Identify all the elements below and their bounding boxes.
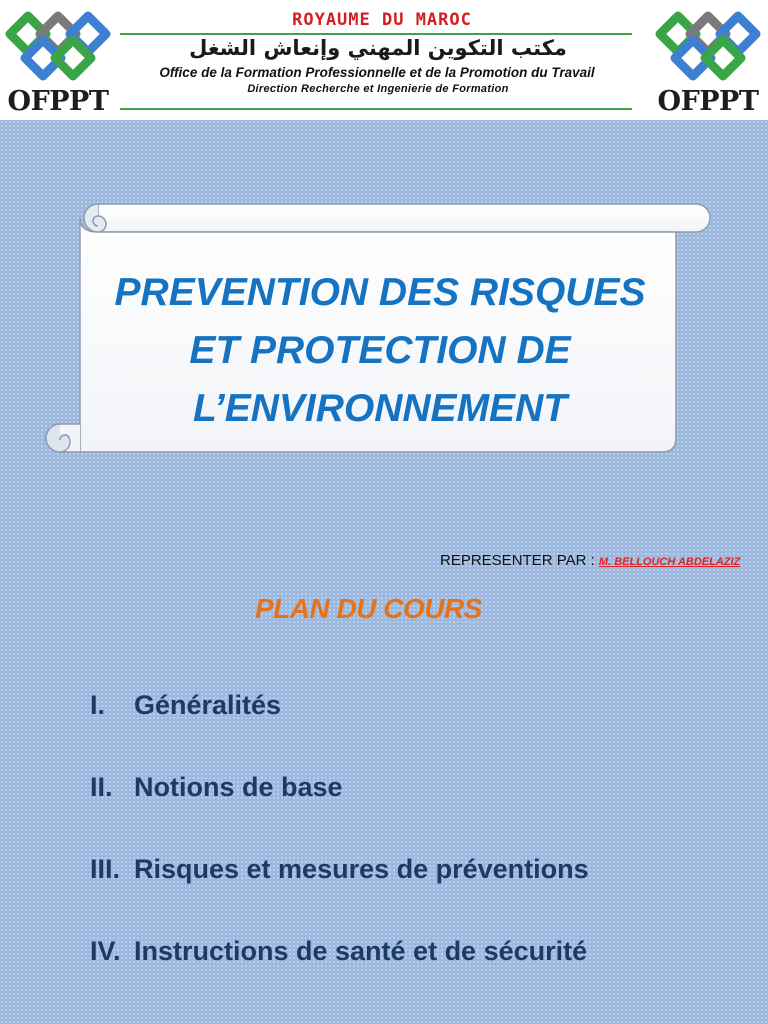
- plan-item-label: Notions de base: [134, 772, 343, 802]
- header-banner: [0, 0, 768, 120]
- plan-item-number: I.: [90, 690, 106, 720]
- title-line-1: PREVENTION DES RISQUES: [114, 271, 646, 314]
- plan-item: [90, 936, 587, 967]
- logo-right-text: OFPPT: [657, 86, 759, 117]
- ofppt-logo-icon: [2, 4, 114, 90]
- kingdom-title: ROYAUME DU MAROC: [292, 10, 472, 30]
- plan-item-number: II.: [90, 772, 113, 802]
- ofppt-logo-right: [652, 4, 764, 116]
- presenter-label: REPRESENTER PAR :: [440, 552, 599, 569]
- header-divider-top: [120, 33, 632, 35]
- office-name: Office de la Formation Professionnelle et de la Promotion du Travail: [159, 65, 595, 80]
- plan-item-label: Instructions de santé et de sécurité: [134, 936, 588, 966]
- plan-item-number: III.: [90, 854, 121, 884]
- plan-item-label: Risques et mesures de préventions: [134, 854, 589, 884]
- header-divider-bottom: [120, 108, 632, 110]
- ofppt-logo-left: [2, 4, 114, 116]
- presenter-line: [440, 552, 740, 569]
- title-line-3: L’ENVIRONNEMENT: [192, 387, 568, 430]
- title-line-2: ET PROTECTION DE: [189, 329, 571, 372]
- plan-item: [90, 690, 281, 721]
- document-title: [84, 264, 676, 438]
- ofppt-logo-icon: [652, 4, 764, 90]
- presenter-name: M. BELLOUCH ABDELAZIZ: [598, 556, 741, 568]
- plan-title: PLAN DU COURS: [255, 593, 482, 624]
- plan-item: [90, 854, 589, 885]
- logo-left-text: OFPPT: [7, 86, 109, 117]
- plan-item-label: Généralités: [134, 690, 282, 720]
- direction-name: Direction Recherche et Ingenierie de Formation: [247, 83, 509, 95]
- plan-item: [90, 772, 343, 803]
- arabic-office-name: مكتب التكوين المهني وإنعاش الشغل: [189, 36, 567, 60]
- plan-item-number: IV.: [90, 936, 121, 966]
